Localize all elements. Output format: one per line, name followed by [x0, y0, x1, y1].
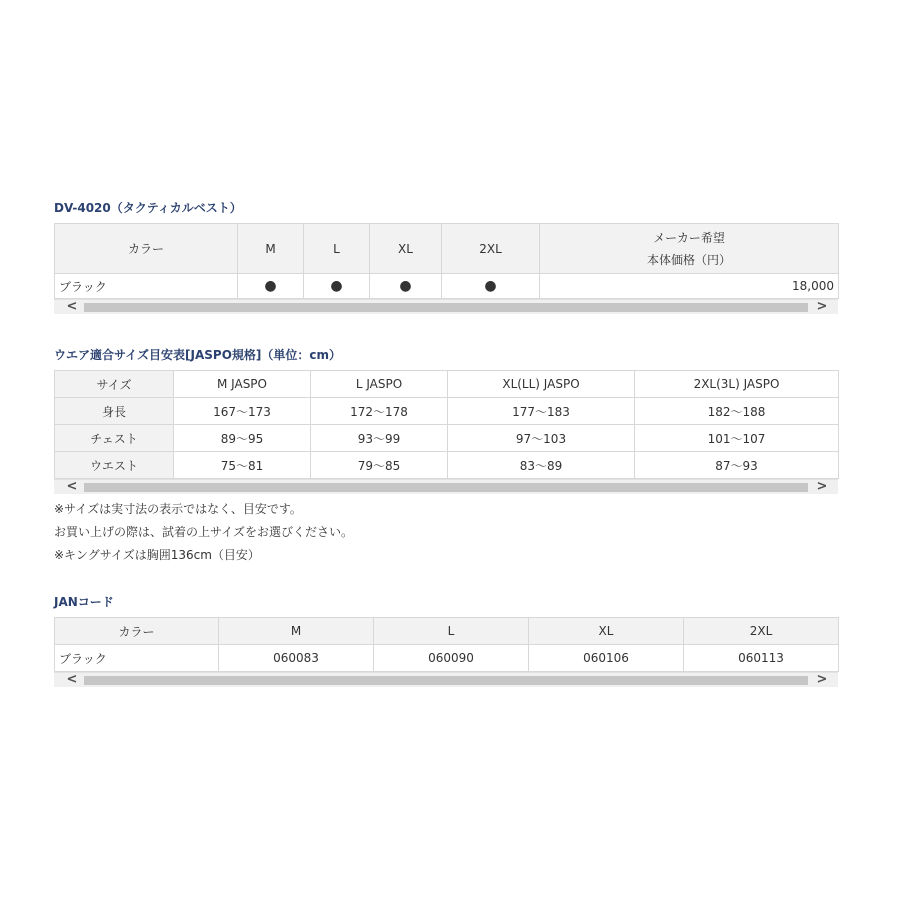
jan-table-header-row — [55, 618, 839, 645]
size-table-header-row — [55, 371, 839, 398]
size-cell: 93〜99 — [311, 425, 448, 452]
size-cell: 182〜188 — [635, 398, 839, 425]
header-price-line2: 本体価格（円） — [646, 252, 731, 267]
scroll-left-icon[interactable]: < — [66, 672, 78, 687]
header-m: M — [219, 618, 374, 645]
scroll-right-icon[interactable]: > — [816, 479, 828, 494]
header-l-jaspo: L JASPO — [311, 371, 448, 398]
header-price — [540, 224, 839, 274]
size-cell: 83〜89 — [448, 452, 635, 479]
price-table-header-row — [55, 224, 839, 274]
jan-table — [54, 617, 839, 672]
scroll-right-icon[interactable]: > — [816, 672, 828, 687]
header-2xl: 2XL — [442, 224, 540, 274]
row-label-waist: ウエスト — [55, 452, 174, 479]
jan-table-title: JANコード — [54, 595, 114, 609]
price-section — [54, 200, 838, 314]
jan-section — [54, 594, 838, 687]
price-table — [54, 223, 839, 299]
horizontal-scrollbar[interactable] — [54, 672, 838, 687]
header-color: カラー — [55, 224, 238, 274]
size-note: ※キングサイズは胸囲136cm（目安） — [54, 548, 260, 562]
availability-mark: ● — [370, 274, 442, 299]
header-m: M — [238, 224, 304, 274]
jan-code-cell: 060106 — [529, 645, 684, 672]
size-note: お買い上げの際は、試着の上サイズをお選びください。 — [54, 525, 354, 539]
scroll-right-icon[interactable]: > — [816, 299, 828, 314]
jan-code-cell: 060113 — [684, 645, 839, 672]
scroll-thumb[interactable] — [84, 676, 808, 685]
size-table — [54, 370, 839, 479]
header-2xl: 2XL — [684, 618, 839, 645]
availability-mark: ● — [304, 274, 370, 299]
size-cell: 167〜173 — [174, 398, 311, 425]
row-label-height: 身長 — [55, 398, 174, 425]
scroll-left-icon[interactable]: < — [66, 479, 78, 494]
size-cell: 97〜103 — [448, 425, 635, 452]
color-cell: ブラック — [55, 645, 219, 672]
header-l: L — [374, 618, 529, 645]
horizontal-scrollbar[interactable] — [54, 299, 838, 314]
size-note: ※サイズは実寸法の表示ではなく、目安です。 — [54, 502, 302, 516]
size-cell: 177〜183 — [448, 398, 635, 425]
jan-code-cell: 060083 — [219, 645, 374, 672]
row-label-chest: チェスト — [55, 425, 174, 452]
table-row — [55, 274, 839, 299]
table-row — [55, 645, 839, 672]
price-table-title: DV-4020（タクティカルベスト） — [54, 201, 242, 215]
table-row — [55, 452, 839, 479]
size-cell: 101〜107 — [635, 425, 839, 452]
color-cell: ブラック — [55, 274, 238, 299]
scroll-thumb[interactable] — [84, 303, 808, 312]
header-xl: XL — [370, 224, 442, 274]
header-2xl-jaspo: 2XL(3L) JASPO — [635, 371, 839, 398]
scroll-thumb[interactable] — [84, 483, 808, 492]
size-cell: 87〜93 — [635, 452, 839, 479]
size-section — [54, 347, 838, 567]
header-l: L — [304, 224, 370, 274]
size-cell: 75〜81 — [174, 452, 311, 479]
size-cell: 172〜178 — [311, 398, 448, 425]
table-row — [55, 398, 839, 425]
availability-mark: ● — [238, 274, 304, 299]
horizontal-scrollbar[interactable] — [54, 479, 838, 494]
table-row — [55, 425, 839, 452]
scroll-left-icon[interactable]: < — [66, 299, 78, 314]
availability-mark: ● — [442, 274, 540, 299]
size-cell: 89〜95 — [174, 425, 311, 452]
header-m-jaspo: M JASPO — [174, 371, 311, 398]
price-cell: 18,000 — [540, 274, 839, 299]
header-price-line1: メーカー希望 — [653, 230, 725, 245]
size-cell: 79〜85 — [311, 452, 448, 479]
header-xl: XL — [529, 618, 684, 645]
jan-code-cell: 060090 — [374, 645, 529, 672]
header-size: サイズ — [55, 371, 174, 398]
header-xl-jaspo: XL(LL) JASPO — [448, 371, 635, 398]
size-table-title: ウエア適合サイズ目安表[JASPO規格]（単位：cm） — [54, 348, 342, 362]
header-color: カラー — [55, 618, 219, 645]
